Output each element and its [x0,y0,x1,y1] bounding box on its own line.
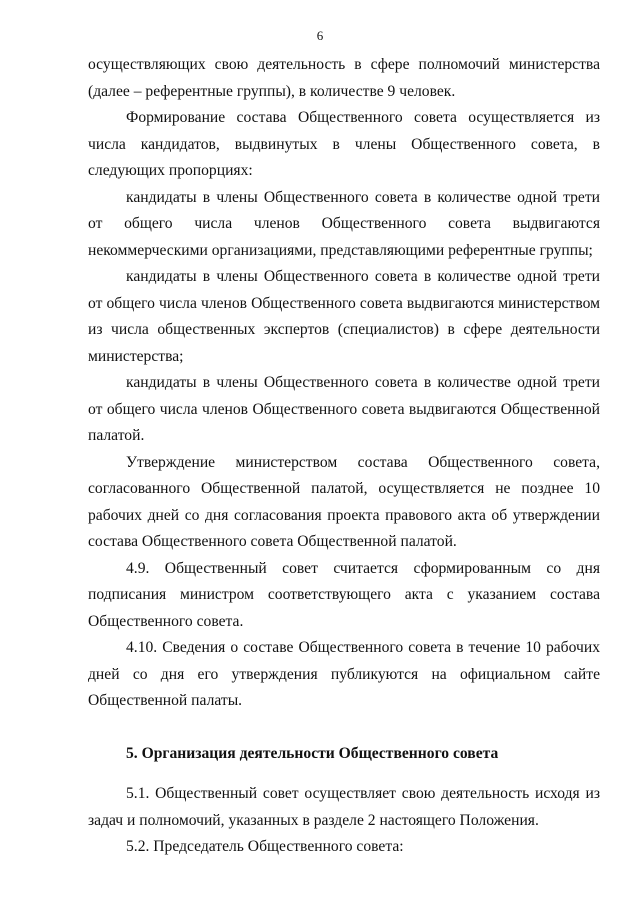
paragraph-formation: Формирование состава Общественного совета осуществляется из числа кандидатов, выдвинутых в члены Общественного совета, в следующих пропорциях: [88,109,600,179]
paragraph-candidates-chamber: кандидаты в члены Общественного совета в количестве одной трети от общего числа членов Общественного совета выдвигаются Общественной палатой. [88,374,600,444]
paragraph-5-1: 5.1. Общественный совет осуществляет свою деятельность исходя из задач и полномочий, указанных в разделе 2 настоящего Положения. [88,785,600,829]
paragraph-candidates-ministry: кандидаты в члены Общественного совета в количестве одной трети от общего числа членов Общественного совета выдвигаются министерством из числа общественных экспертов (специалистов) в сфере деятельности министерства; [88,268,600,365]
section-heading: 5. Организация деятельности Общественного совета [126,744,499,762]
paragraph-candidates-nko: кандидаты в члены Общественного совета в количестве одной трети от общего числа членов Общественного совета выдвигаются некоммерческими организациями, представляющими референтные группы; [88,188,600,259]
section-spacer [88,715,600,741]
paragraph-approval: Утверждение министерством состава Общественного совета, согласованного Общественной палатой, осуществляется не позднее 10 рабочих дней со дня согласования проекта правового акта об утверждении состава Общественного совета Общественной палатой. [88,453,600,550]
document-body [88,52,600,861]
paragraph-5-2: 5.2. Председатель Общественного совета: [126,838,404,855]
heading-spacer [88,767,600,781]
paragraph-4-9: 4.9. Общественный совет считается сформированным со дня подписания министром соответствующего акта с указанием состава Общественного совета. [88,559,600,630]
paragraph-continuation: осуществляющих свою деятельность в сфере полномочий министерства (далее – референтные группы), в количестве 9 человек. [88,56,600,100]
page-number: 6 [316,28,324,43]
paragraph-4-10: 4.10. Сведения о составе Общественного совета в течение 10 рабочих дней со дня его утверждения публикуются на официальном сайте Общественной палаты. [88,639,600,709]
